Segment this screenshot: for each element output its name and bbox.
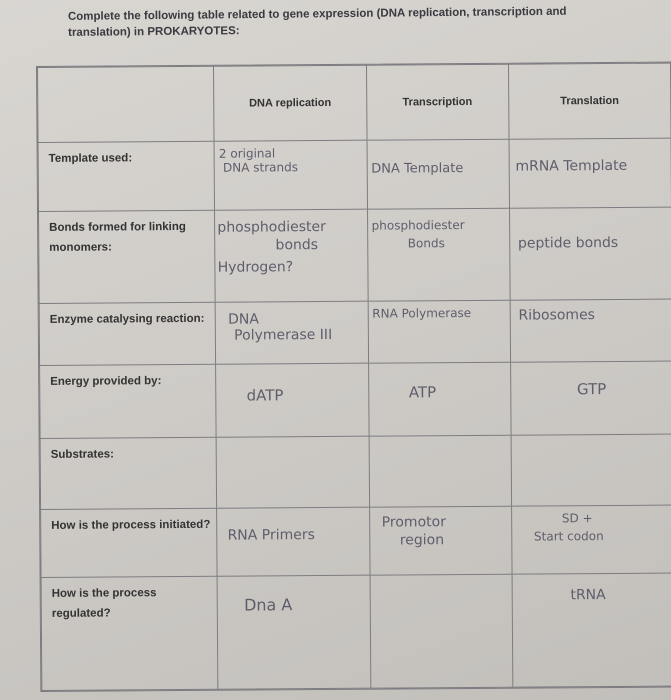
table-row bbox=[39, 207, 671, 304]
cell-bonds-dna-replication[interactable] bbox=[215, 209, 368, 303]
handwriting: Bonds bbox=[407, 235, 445, 251]
row-label-bonds: Bonds formed for linking monomers: bbox=[39, 210, 216, 304]
row-label-energy: Energy provided by: bbox=[40, 364, 217, 438]
cell-bonds-transcription[interactable] bbox=[367, 208, 510, 302]
cell-substrates-translation[interactable] bbox=[511, 434, 671, 506]
table-row bbox=[40, 434, 671, 509]
handwriting: phosphodiester bbox=[217, 218, 326, 236]
row-label-enzyme: Enzyme catalysing reaction: bbox=[39, 303, 216, 366]
handwriting: Hydrogen? bbox=[217, 258, 294, 276]
cell-substrates-dna-replication[interactable] bbox=[216, 436, 369, 508]
handwriting: 2 original bbox=[218, 146, 276, 161]
handwriting: region bbox=[399, 531, 445, 549]
table-row bbox=[38, 138, 671, 211]
cell-initiated-translation[interactable] bbox=[511, 505, 671, 575]
handwriting: Promotor bbox=[381, 513, 446, 531]
cell-energy-transcription[interactable] bbox=[368, 362, 511, 436]
header-dna-replication: DNA replication bbox=[214, 65, 367, 141]
cell-regulated-dna-replication[interactable] bbox=[217, 575, 370, 689]
row-label-initiated: How is the process initiated? bbox=[41, 508, 218, 578]
handwriting: Ribosomes bbox=[518, 307, 596, 325]
cell-energy-translation[interactable] bbox=[510, 361, 671, 435]
handwriting: SD + bbox=[561, 510, 593, 526]
row-label-substrates: Substrates: bbox=[40, 437, 217, 509]
handwriting: Dna A bbox=[243, 595, 293, 615]
table-row bbox=[41, 505, 671, 578]
handwriting: ATP bbox=[408, 383, 437, 402]
header-row bbox=[38, 63, 671, 143]
handwriting: dATP bbox=[246, 386, 284, 405]
cell-enzyme-transcription[interactable] bbox=[368, 301, 511, 364]
row-label-template: Template used: bbox=[38, 141, 215, 211]
handwriting: GTP bbox=[576, 380, 607, 399]
table-row bbox=[40, 361, 671, 438]
cell-energy-dna-replication[interactable] bbox=[216, 363, 369, 437]
handwriting: bonds bbox=[275, 236, 319, 253]
instructions-line-1: Complete the following table related to gene expression (DNA replication, transcription and bbox=[67, 5, 567, 23]
gene-expression-table bbox=[36, 62, 671, 692]
header-empty-cell bbox=[38, 66, 215, 142]
instructions bbox=[68, 3, 628, 41]
table-row bbox=[39, 299, 671, 365]
handwriting: Polymerase III bbox=[234, 327, 333, 344]
cell-initiated-dna-replication[interactable] bbox=[217, 507, 370, 577]
handwriting: tRNA bbox=[570, 587, 606, 604]
table-row bbox=[41, 573, 671, 690]
handwriting: mRNA Template bbox=[515, 157, 628, 175]
cell-regulated-transcription[interactable] bbox=[370, 574, 513, 688]
handwriting: DNA strands bbox=[222, 160, 298, 175]
cell-regulated-translation[interactable] bbox=[512, 573, 671, 687]
cell-enzyme-dna-replication[interactable] bbox=[215, 302, 368, 365]
cell-bonds-translation[interactable] bbox=[509, 207, 671, 301]
cell-template-translation[interactable] bbox=[509, 138, 671, 208]
header-transcription: Transcription bbox=[366, 64, 509, 140]
handwriting: RNA Polymerase bbox=[372, 306, 472, 322]
cell-enzyme-translation[interactable] bbox=[510, 299, 671, 362]
handwriting: DNA bbox=[227, 311, 259, 329]
row-label-regulated: How is the process regulated? bbox=[41, 577, 218, 691]
handwriting: RNA Primers bbox=[227, 526, 315, 544]
cell-substrates-transcription[interactable] bbox=[369, 435, 512, 507]
instructions-line-2: translation) in PROKARYOTES: bbox=[68, 25, 240, 39]
handwriting: Start codon bbox=[533, 528, 604, 544]
cell-template-dna-replication[interactable] bbox=[214, 140, 367, 210]
handwriting: phosphodiester bbox=[371, 217, 465, 233]
header-translation: Translation bbox=[508, 63, 671, 139]
cell-template-transcription[interactable] bbox=[367, 139, 510, 208]
handwriting: peptide bonds bbox=[517, 234, 619, 252]
handwriting: DNA Template bbox=[371, 161, 464, 177]
cell-initiated-transcription[interactable] bbox=[369, 506, 512, 575]
